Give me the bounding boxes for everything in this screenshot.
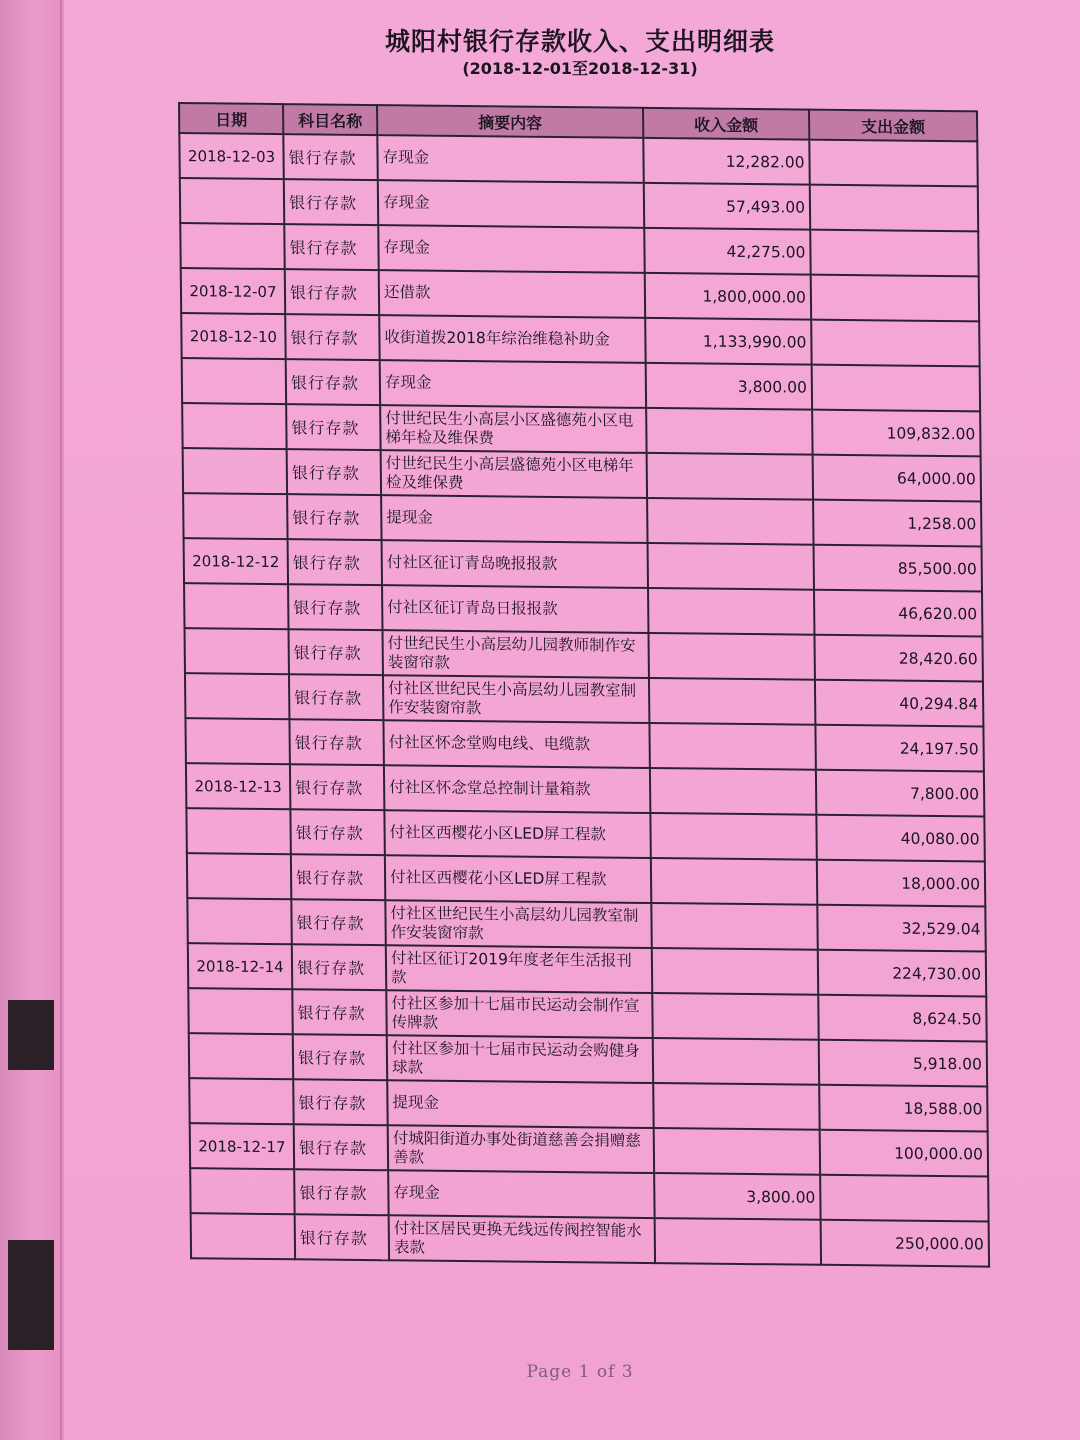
cell-expense: 8,624.50 bbox=[818, 995, 986, 1042]
cell-expense: 109,832.00 bbox=[812, 410, 980, 457]
cell-income: 42,275.00 bbox=[644, 228, 810, 275]
cell-income: 57,493.00 bbox=[644, 183, 810, 230]
cell-income bbox=[650, 813, 816, 860]
cell-subject: 银行存款 bbox=[293, 1079, 387, 1125]
cell-summary: 付社区居民更换无线远传阀控智能水表款 bbox=[389, 1215, 655, 1263]
cell-expense: 85,500.00 bbox=[814, 545, 982, 592]
cell-summary: 付世纪民生小高层小区盛德苑小区电梯年检及维保费 bbox=[380, 405, 646, 453]
cell-subject: 银行存款 bbox=[290, 809, 384, 855]
cell-date bbox=[185, 718, 289, 764]
cell-summary: 存现金 bbox=[378, 225, 644, 273]
cell-summary: 付社区参加十七届市民运动会制作宣传牌款 bbox=[386, 990, 652, 1038]
cell-expense: 40,294.84 bbox=[815, 680, 983, 727]
cell-summary: 存现金 bbox=[380, 360, 646, 408]
cell-date bbox=[187, 898, 291, 944]
print-mark bbox=[8, 1240, 54, 1350]
column-header-date: 日期 bbox=[179, 103, 283, 134]
adjacent-sheet-edge bbox=[0, 0, 62, 1440]
cell-subject: 银行存款 bbox=[290, 764, 384, 810]
cell-subject: 银行存款 bbox=[287, 494, 381, 540]
cell-expense: 18,000.00 bbox=[817, 860, 985, 907]
cell-expense bbox=[811, 320, 979, 367]
cell-expense: 224,730.00 bbox=[818, 950, 986, 997]
cell-subject: 银行存款 bbox=[294, 1124, 388, 1170]
cell-summary: 存现金 bbox=[377, 135, 643, 183]
cell-income bbox=[649, 723, 815, 770]
cell-date bbox=[186, 808, 290, 854]
cell-date bbox=[187, 853, 291, 899]
cell-income bbox=[650, 768, 816, 815]
cell-date bbox=[180, 178, 284, 224]
cell-date bbox=[183, 493, 287, 539]
cell-summary: 付社区征订青岛日报报款 bbox=[382, 585, 648, 633]
cell-income bbox=[652, 993, 818, 1040]
cell-income bbox=[651, 858, 817, 905]
cell-date: 2018-12-13 bbox=[186, 763, 290, 809]
cell-summary: 提现金 bbox=[381, 495, 647, 543]
cell-expense: 28,420.60 bbox=[814, 635, 982, 682]
cell-income bbox=[651, 903, 817, 950]
document-period: (2018-12-01至2018-12-31) bbox=[462, 59, 698, 78]
cell-subject: 银行存款 bbox=[295, 1214, 389, 1260]
cell-subject: 银行存款 bbox=[289, 629, 383, 675]
cell-summary: 存现金 bbox=[388, 1170, 654, 1218]
cell-expense: 40,080.00 bbox=[816, 815, 984, 862]
cell-income bbox=[652, 948, 818, 995]
cell-summary: 付社区世纪民生小高层幼儿园教室制作安装窗帘款 bbox=[385, 900, 651, 948]
cell-income bbox=[646, 408, 812, 455]
cell-subject: 银行存款 bbox=[285, 314, 379, 360]
cell-expense: 5,918.00 bbox=[819, 1040, 987, 1087]
cell-date bbox=[191, 1213, 295, 1259]
column-header-summary: 摘要内容 bbox=[377, 105, 643, 138]
cell-subject: 银行存款 bbox=[287, 449, 381, 495]
cell-expense bbox=[812, 365, 980, 412]
cell-date: 2018-12-17 bbox=[190, 1123, 294, 1169]
cell-date bbox=[183, 448, 287, 494]
cell-date bbox=[180, 223, 284, 269]
cell-summary: 付世纪民生小高层盛德苑小区电梯年检及维保费 bbox=[381, 450, 647, 498]
cell-summary: 付社区征订2019年度老年生活报刊款 bbox=[386, 945, 652, 993]
cell-date bbox=[190, 1168, 294, 1214]
cell-income bbox=[655, 1218, 821, 1265]
cell-date: 2018-12-10 bbox=[181, 313, 285, 359]
cell-summary: 付社区世纪民生小高层幼儿园教室制作安装窗帘款 bbox=[383, 675, 649, 723]
cell-expense: 1,258.00 bbox=[813, 500, 981, 547]
cell-summary: 付社区怀念堂总控制计量箱款 bbox=[384, 765, 650, 813]
cell-subject: 银行存款 bbox=[285, 269, 379, 315]
cell-subject: 银行存款 bbox=[291, 899, 385, 945]
cell-subject: 银行存款 bbox=[288, 539, 382, 585]
cell-summary: 付社区参加十七届市民运动会购健身球款 bbox=[387, 1035, 653, 1083]
cell-income bbox=[648, 588, 814, 635]
cell-summary: 付世纪民生小高层幼儿园教师制作安装窗帘款 bbox=[382, 630, 648, 678]
ledger-table bbox=[178, 102, 990, 1268]
cell-expense bbox=[810, 185, 978, 232]
cell-summary: 还借款 bbox=[379, 270, 645, 318]
cell-expense: 250,000.00 bbox=[821, 1220, 989, 1267]
cell-expense bbox=[810, 230, 978, 277]
cell-subject: 银行存款 bbox=[284, 224, 378, 270]
cell-date bbox=[189, 1033, 293, 1079]
cell-date: 2018-12-03 bbox=[179, 133, 283, 179]
cell-subject: 银行存款 bbox=[292, 989, 386, 1035]
cell-date bbox=[184, 583, 288, 629]
cell-income: 1,800,000.00 bbox=[645, 273, 811, 320]
cell-date bbox=[185, 673, 289, 719]
column-header-income: 收入金额 bbox=[643, 108, 809, 140]
cell-summary: 提现金 bbox=[387, 1080, 653, 1128]
cell-expense: 46,620.00 bbox=[814, 590, 982, 637]
cell-income: 1,133,990.00 bbox=[645, 318, 811, 365]
cell-expense: 100,000.00 bbox=[820, 1130, 988, 1177]
cell-subject: 银行存款 bbox=[288, 584, 382, 630]
cell-income bbox=[648, 543, 814, 590]
cell-income bbox=[653, 1038, 819, 1085]
cell-income bbox=[648, 633, 814, 680]
cell-income bbox=[653, 1083, 819, 1130]
page-number: Page 1 of 3 bbox=[526, 1362, 634, 1382]
cell-date: 2018-12-12 bbox=[184, 538, 288, 584]
cell-subject: 银行存款 bbox=[289, 674, 383, 720]
cell-expense bbox=[811, 275, 979, 322]
cell-summary: 付城阳街道办事处街道慈善会捐赠慈善款 bbox=[388, 1125, 654, 1173]
cell-subject: 银行存款 bbox=[286, 404, 380, 450]
ledger-body bbox=[179, 133, 989, 1267]
cell-subject: 银行存款 bbox=[294, 1169, 388, 1215]
cell-expense bbox=[809, 140, 977, 187]
cell-expense: 7,800.00 bbox=[816, 770, 984, 817]
cell-expense: 18,588.00 bbox=[819, 1085, 987, 1132]
column-header-expense: 支出金额 bbox=[809, 110, 977, 142]
cell-summary: 付社区西樱花小区LED屏工程款 bbox=[384, 810, 650, 858]
cell-subject: 银行存款 bbox=[289, 719, 383, 765]
cell-income bbox=[654, 1128, 820, 1175]
cell-expense: 32,529.04 bbox=[817, 905, 985, 952]
cell-income: 3,800.00 bbox=[654, 1173, 820, 1220]
cell-subject: 银行存款 bbox=[284, 179, 378, 225]
cell-summary: 付社区怀念堂购电线、电缆款 bbox=[383, 720, 649, 768]
print-mark bbox=[8, 1000, 54, 1070]
cell-expense: 64,000.00 bbox=[813, 455, 981, 502]
cell-date: 2018-12-07 bbox=[181, 268, 285, 314]
cell-income: 12,282.00 bbox=[643, 138, 809, 185]
cell-summary: 存现金 bbox=[378, 180, 644, 228]
cell-income bbox=[649, 678, 815, 725]
cell-expense bbox=[820, 1175, 988, 1222]
cell-income bbox=[647, 498, 813, 545]
cell-subject: 银行存款 bbox=[292, 944, 386, 990]
cell-income: 3,800.00 bbox=[646, 363, 812, 410]
cell-subject: 银行存款 bbox=[293, 1034, 387, 1080]
cell-subject: 银行存款 bbox=[291, 854, 385, 900]
cell-summary: 收街道拨2018年综治维稳补助金 bbox=[379, 315, 645, 363]
cell-summary: 付社区征订青岛晚报报款 bbox=[382, 540, 648, 588]
column-header-subject: 科目名称 bbox=[283, 104, 377, 135]
cell-income bbox=[647, 453, 813, 500]
cell-date: 2018-12-14 bbox=[188, 943, 292, 989]
cell-date bbox=[188, 988, 292, 1034]
document-title: 城阳村银行存款收入、支出明细表 bbox=[384, 27, 775, 56]
cell-date bbox=[182, 358, 286, 404]
cell-expense: 24,197.50 bbox=[815, 725, 983, 772]
cell-date bbox=[182, 403, 286, 449]
cell-subject: 银行存款 bbox=[286, 359, 380, 405]
cell-subject: 银行存款 bbox=[283, 134, 377, 180]
cell-summary: 付社区西樱花小区LED屏工程款 bbox=[385, 855, 651, 903]
cell-date bbox=[189, 1078, 293, 1124]
cell-date bbox=[185, 628, 289, 674]
table-row bbox=[191, 1213, 989, 1266]
